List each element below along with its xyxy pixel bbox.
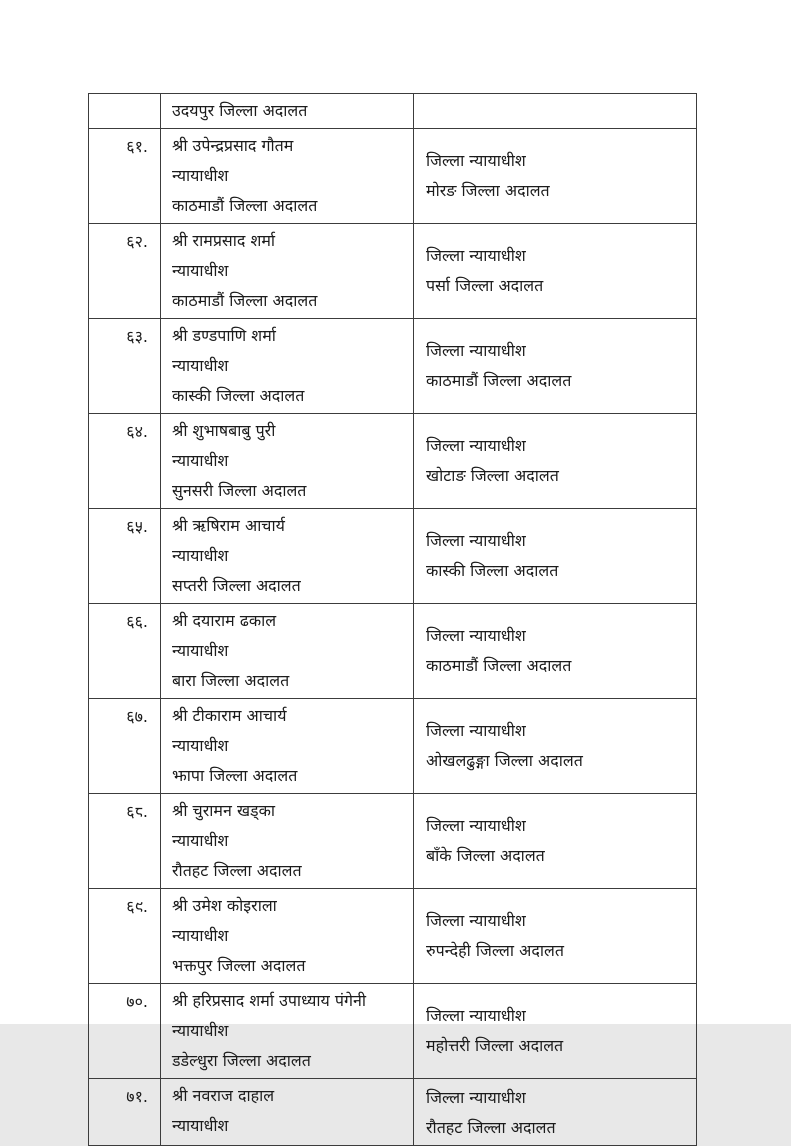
judge-name-cell [161, 889, 414, 984]
table-row [89, 94, 697, 129]
judge-name-line: श्री शुभाषबाबु पुरी [172, 421, 276, 440]
serial-number-cell: ६२. [89, 224, 161, 319]
serial-number-cell: ६९. [89, 889, 161, 984]
assignment-cell [414, 414, 697, 509]
assignment-line: जिल्ला न्यायाधीश [426, 1088, 526, 1107]
judge-name-line: भक्तपुर जिल्ला अदालत [172, 956, 306, 975]
assignment-cell [414, 224, 697, 319]
judge-name-line: न्यायाधीश [172, 166, 229, 185]
judge-name-cell [161, 699, 414, 794]
assignment-line: जिल्ला न्यायाधीश [426, 911, 526, 930]
judge-name-line: न्यायाधीश [172, 831, 229, 850]
judge-name-line: न्यायाधीश [172, 926, 229, 945]
assignment-line: जिल्ला न्यायाधीश [426, 246, 526, 265]
judge-name-line: झापा जिल्ला अदालत [172, 766, 298, 785]
assignment-line: मोरङ जिल्ला अदालत [426, 181, 550, 200]
assignment-line: जिल्ला न्यायाधीश [426, 341, 526, 360]
judge-name-cell [161, 129, 414, 224]
judge-name-line: श्री रामप्रसाद शर्मा [172, 231, 276, 250]
assignment-cell [414, 889, 697, 984]
judge-name-line: काठमाडौं जिल्ला अदालत [172, 196, 318, 215]
judge-name-cell [161, 604, 414, 699]
assignment-cell [414, 984, 697, 1079]
judge-name-line: सुनसरी जिल्ला अदालत [172, 481, 307, 500]
assignment-line: महोत्तरी जिल्ला अदालत [426, 1036, 564, 1055]
judge-name-line: श्री डण्डपाणि शर्मा [172, 326, 276, 345]
judge-name-line: श्री चुरामन खड्का [172, 801, 276, 820]
serial-number-cell: ६५. [89, 509, 161, 604]
judge-name-cell [161, 224, 414, 319]
judge-name-cell [161, 319, 414, 414]
table-row [89, 889, 697, 984]
judges-table-body [89, 94, 697, 1146]
judge-name-line: श्री टीकाराम आचार्य [172, 706, 287, 725]
table-row [89, 319, 697, 414]
table-row [89, 604, 697, 699]
table-row [89, 794, 697, 889]
table-row [89, 1079, 697, 1146]
judge-name-line: श्री नवराज दाहाल [172, 1086, 275, 1105]
assignment-line: कास्की जिल्ला अदालत [426, 561, 559, 580]
judge-name-line: न्यायाधीश [172, 451, 229, 470]
judge-name-line: कास्की जिल्ला अदालत [172, 386, 305, 405]
judge-name-cell [161, 1079, 414, 1146]
assignment-line: जिल्ला न्यायाधीश [426, 151, 526, 170]
serial-number-cell [89, 94, 161, 129]
assignment-cell [414, 319, 697, 414]
serial-number-cell: ६८. [89, 794, 161, 889]
serial-number-cell: ६४. [89, 414, 161, 509]
judge-name-line: श्री उपेन्द्रप्रसाद गौतम [172, 136, 294, 155]
assignment-line: जिल्ला न्यायाधीश [426, 626, 526, 645]
table-row [89, 129, 697, 224]
judge-name-line: काठमाडौं जिल्ला अदालत [172, 291, 318, 310]
judges-table [88, 93, 697, 1146]
table-row [89, 414, 697, 509]
assignment-line: ओखलढुङ्गा जिल्ला अदालत [426, 751, 583, 770]
judge-name-cell [161, 509, 414, 604]
assignment-cell [414, 794, 697, 889]
serial-number-cell: ७१. [89, 1079, 161, 1146]
assignment-line: जिल्ला न्यायाधीश [426, 531, 526, 550]
assignment-cell [414, 94, 697, 129]
judge-name-line: बारा जिल्ला अदालत [172, 671, 290, 690]
serial-number-cell: ६६. [89, 604, 161, 699]
judge-name-line: उदयपुर जिल्ला अदालत [172, 101, 308, 120]
judge-name-line: न्यायाधीश [172, 641, 229, 660]
assignment-cell [414, 699, 697, 794]
assignment-line: जिल्ला न्यायाधीश [426, 436, 526, 455]
serial-number-cell: ६१. [89, 129, 161, 224]
judge-name-line: न्यायाधीश [172, 546, 229, 565]
judge-name-line: न्यायाधीश [172, 1021, 229, 1040]
assignment-line: काठमाडौं जिल्ला अदालत [426, 371, 572, 390]
assignment-line: रुपन्देही जिल्ला अदालत [426, 941, 564, 960]
judge-name-line: न्यायाधीश [172, 1116, 229, 1135]
assignment-cell [414, 604, 697, 699]
judge-name-line: श्री दयाराम ढकाल [172, 611, 277, 630]
serial-number-cell: ६७. [89, 699, 161, 794]
assignment-line: रौतहट जिल्ला अदालत [426, 1118, 556, 1137]
table-row [89, 984, 697, 1079]
assignment-line: पर्सा जिल्ला अदालत [426, 276, 544, 295]
judge-name-line: श्री उमेश कोइराला [172, 896, 277, 915]
serial-number-cell: ७०. [89, 984, 161, 1079]
judge-name-line: न्यायाधीश [172, 356, 229, 375]
judge-name-line: न्यायाधीश [172, 261, 229, 280]
judge-name-line: श्री हरिप्रसाद शर्मा उपाध्याय पंगेनी [172, 991, 366, 1010]
judge-name-line: डडेल्धुरा जिल्ला अदालत [172, 1051, 311, 1070]
assignment-line: खोटाङ जिल्ला अदालत [426, 466, 559, 485]
assignment-cell [414, 1079, 697, 1146]
serial-number-cell: ६३. [89, 319, 161, 414]
judge-name-line: सप्तरी जिल्ला अदालत [172, 576, 301, 595]
judge-name-cell [161, 94, 414, 129]
table-row [89, 509, 697, 604]
judge-name-cell [161, 984, 414, 1079]
table-row [89, 224, 697, 319]
judge-name-line: रौतहट जिल्ला अदालत [172, 861, 302, 880]
assignment-line: जिल्ला न्यायाधीश [426, 721, 526, 740]
judge-name-cell [161, 794, 414, 889]
assignment-line: काठमाडौं जिल्ला अदालत [426, 656, 572, 675]
judge-name-line: श्री ऋषिराम आचार्य [172, 516, 285, 535]
assignment-line: बाँके जिल्ला अदालत [426, 846, 545, 865]
assignment-cell [414, 509, 697, 604]
judge-name-line: न्यायाधीश [172, 736, 229, 755]
table-row [89, 699, 697, 794]
assignment-line: जिल्ला न्यायाधीश [426, 1006, 526, 1025]
assignment-line: जिल्ला न्यायाधीश [426, 816, 526, 835]
assignment-cell [414, 129, 697, 224]
judge-name-cell [161, 414, 414, 509]
